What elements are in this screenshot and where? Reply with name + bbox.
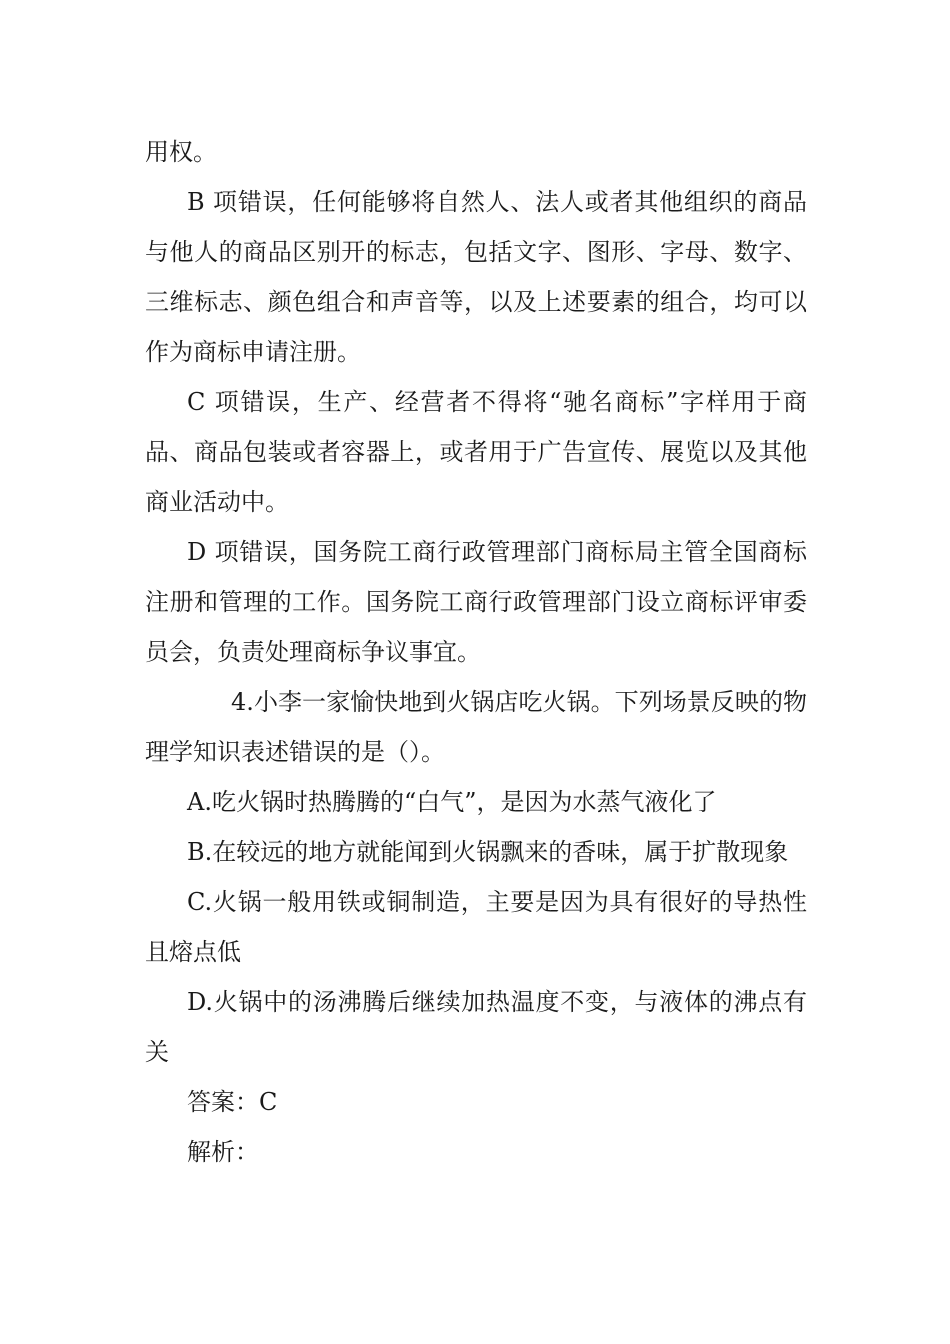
paragraph-continuation: 用权。 bbox=[145, 138, 217, 166]
question-4-option-b: B.在较远的地方就能闻到火锅飘来的香味，属于扩散现象 bbox=[187, 838, 789, 866]
question-4-option-d: D.火锅中的汤沸腾后继续加热温度不变，与液体的沸点有关 bbox=[145, 988, 807, 1066]
paragraph-option-c-explanation: C 项错误，生产、经营者不得将“驰名商标”字样用于商品、商品包装或者容器上，或者用于广告宣传、展览以及其他商业活动中。 bbox=[145, 388, 807, 516]
paragraph-option-d-explanation: D 项错误，国务院工商行政管理部门商标局主管全国商标注册和管理的工作。国务院工商行政管理部门设立商标评审委员会，负责处理商标争议事宜。 bbox=[145, 538, 807, 666]
paragraph-option-b-explanation: B 项错误，任何能够将自然人、法人或者其他组织的商品与他人的商品区别开的标志，包括文字、图形、字母、数字、三维标志、颜色组合和声音等，以及上述要素的组合，均可以作为商标申请注册。 bbox=[145, 188, 807, 366]
question-4-option-c: C.火锅一般用铁或铜制造，主要是因为具有很好的导热性且熔点低 bbox=[145, 888, 807, 966]
question-4-option-a: A.吃火锅时热腾腾的“白气”，是因为水蒸气液化了 bbox=[187, 788, 717, 816]
question-4-stem: 4.小李一家愉快地到火锅店吃火锅。下列场景反映的物理学知识表述错误的是（）。 bbox=[145, 688, 807, 766]
analysis-heading: 解析： bbox=[187, 1138, 259, 1166]
document-body bbox=[145, 127, 807, 1177]
answer-line: 答案：C bbox=[187, 1088, 278, 1116]
